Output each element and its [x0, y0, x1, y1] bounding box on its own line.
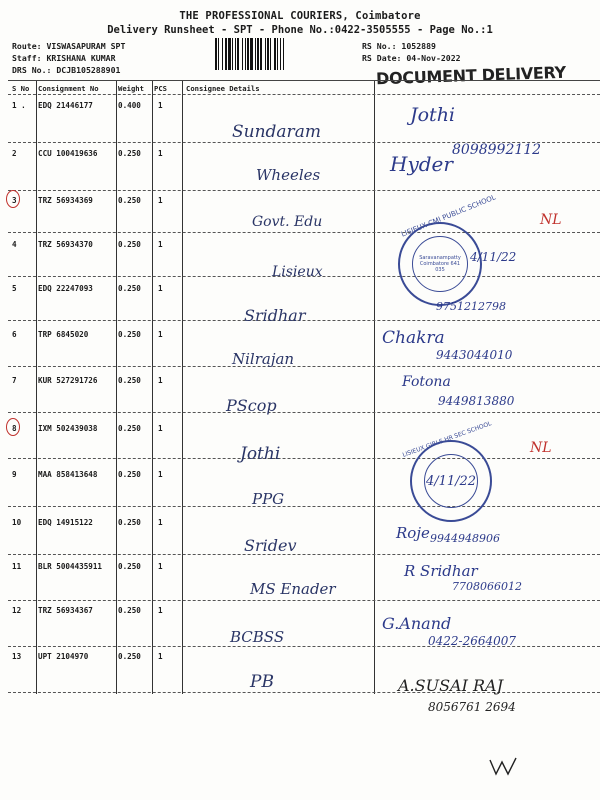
- consignee-handwriting: Sridhar: [244, 306, 306, 325]
- row-consignment: TRZ 56934369: [38, 196, 93, 205]
- row-divider: [8, 190, 600, 191]
- row-divider: [8, 94, 600, 95]
- seal-date: 4/11/22: [470, 250, 517, 264]
- consignee-handwriting: BCBSS: [230, 628, 285, 646]
- row-divider: [8, 692, 600, 693]
- col-header-consignment: Consignment No: [38, 84, 99, 93]
- row-consignment: EDQ 22247093: [38, 284, 93, 293]
- consignee-handwriting: PScop: [226, 396, 277, 415]
- receiver-signature: A.SUSAI RAJ: [398, 676, 504, 695]
- school-seal-2: [410, 440, 492, 522]
- receiver-phone: 9751212798: [436, 300, 506, 313]
- row-consignment: UPT 2104970: [38, 652, 89, 661]
- row-consignment: TRP 6845020: [38, 330, 89, 339]
- row-sno: 6: [12, 330, 17, 339]
- row-pcs: 1: [158, 330, 163, 339]
- col-header-pcs: PCS: [154, 84, 167, 93]
- red-note: NL: [540, 212, 562, 228]
- row-pcs: 1: [158, 606, 163, 615]
- col-divider: [374, 80, 375, 694]
- row-sno: 13: [12, 652, 22, 661]
- row-pcs: 1: [158, 101, 163, 110]
- row-consignment: EDQ 14915122: [38, 518, 93, 527]
- consignee-handwriting: Jothi: [240, 444, 281, 464]
- row-pcs: 1: [158, 196, 163, 205]
- row-sno: 12: [12, 606, 22, 615]
- row-consignment: IXM 502439038: [38, 424, 98, 433]
- row-divider: [8, 506, 600, 507]
- row-weight: 0.250: [118, 376, 141, 385]
- row-pcs: 1: [158, 470, 163, 479]
- row-consignment: TRZ 56934367: [38, 606, 93, 615]
- receiver-phone: 0422-2664007: [428, 634, 517, 648]
- receiver-phone: 9449813880: [438, 394, 515, 408]
- receiver-signature: Jothi: [410, 104, 456, 126]
- rs-no-label: RS No.: 1052889: [362, 41, 436, 51]
- consignee-handwriting: Sundaram: [232, 122, 321, 142]
- route-label: Route: VISWASAPURAM SPT: [12, 41, 126, 51]
- document-delivery-stamp: DOCUMENT DELIVERY: [375, 62, 567, 89]
- red-note: NL: [530, 440, 552, 456]
- row-weight: 0.250: [118, 652, 141, 661]
- consignee-handwriting: Govt. Edu: [252, 214, 323, 230]
- col-header-sno: S No: [12, 84, 30, 93]
- row-pcs: 1: [158, 424, 163, 433]
- row-pcs: 1: [158, 284, 163, 293]
- seal-center-text: Saravanampatty Coimbatore 641 035: [419, 255, 461, 273]
- consignee-handwriting: Lisieux: [272, 264, 323, 280]
- row-weight: 0.250: [118, 149, 141, 158]
- consignee-handwriting: PPG: [252, 490, 285, 508]
- row-sno: 5: [12, 284, 17, 293]
- row-sno: 4: [12, 240, 17, 249]
- receiver-signature: Chakra: [382, 328, 445, 348]
- col-divider: [152, 80, 153, 694]
- col-header-consignee: Consignee Details: [186, 84, 260, 93]
- row-consignment: MAA 858413648: [38, 470, 98, 479]
- row-pcs: 1: [158, 240, 163, 249]
- row-sno: 10: [12, 518, 22, 527]
- drs-label: DRS No.: DCJB105288901: [12, 65, 121, 75]
- receiver-signature: Roje: [396, 524, 430, 542]
- header-subtitle: Delivery Runsheet - SPT - Phone No.:0422-3505555 - Page No.:1: [107, 24, 493, 36]
- row-weight: 0.250: [118, 424, 141, 433]
- row-weight: 0.250: [118, 330, 141, 339]
- initials-scribble: [486, 752, 526, 780]
- row-consignment: EDQ 21446177: [38, 101, 93, 110]
- seal-ring-text-2: LISIEUX GIRLS HR SEC SCHOOL: [401, 420, 493, 459]
- row-pcs: 1: [158, 149, 163, 158]
- header-title: THE PROFESSIONAL COURIERS, Coimbatore: [179, 10, 421, 22]
- meta-right: [362, 40, 461, 64]
- row-divider: [8, 366, 600, 367]
- rs-date-label: RS Date: 04-Nov-2022: [362, 53, 461, 63]
- row-pcs: 1: [158, 652, 163, 661]
- row-consignment: TRZ 56934370: [38, 240, 93, 249]
- receiver-phone: 9443044010: [436, 348, 513, 362]
- row-consignment: BLR 5004435911: [38, 562, 103, 571]
- row-divider: [8, 458, 600, 459]
- row-sno: 3: [12, 196, 17, 205]
- consignee-handwriting: Wheeles: [256, 166, 321, 184]
- col-divider: [182, 80, 183, 694]
- receiver-phone: 8056761 2694: [428, 700, 516, 714]
- row-weight: 0.250: [118, 606, 141, 615]
- row-divider: [8, 80, 600, 81]
- row-weight: 0.250: [118, 518, 141, 527]
- row-sno: 11: [12, 562, 22, 571]
- row-pcs: 1: [158, 518, 163, 527]
- row-sno: 2: [12, 149, 17, 158]
- receiver-phone: 9944948906: [430, 532, 500, 545]
- col-header-weight: Weight: [118, 84, 144, 93]
- consignee-handwriting: Nilrajan: [232, 350, 295, 368]
- row-sno: 1 .: [12, 101, 26, 110]
- row-consignment: KUR 527291726: [38, 376, 98, 385]
- row-sno: 8: [12, 424, 17, 433]
- receiver-signature: Hyder: [390, 152, 453, 176]
- col-divider: [36, 80, 37, 694]
- staff-label: Staff: KRISHANA KUMAR: [12, 53, 116, 63]
- meta-left: [12, 40, 125, 76]
- consignee-handwriting: Sridev: [244, 536, 297, 555]
- row-divider: [8, 600, 600, 601]
- receiver-signature: G.Anand: [382, 614, 452, 633]
- row-weight: 0.400: [118, 101, 141, 110]
- receiver-signature: Fotona: [402, 374, 451, 390]
- row-weight: 0.250: [118, 196, 141, 205]
- row-pcs: 1: [158, 376, 163, 385]
- row-weight: 0.250: [118, 470, 141, 479]
- receiver-phone: 8098992112: [452, 142, 542, 158]
- row-pcs: 1: [158, 562, 163, 571]
- barcode-bar: [284, 38, 287, 70]
- row-sno: 9: [12, 470, 17, 479]
- row-weight: 0.250: [118, 284, 141, 293]
- row-consignment: CCU 100419636: [38, 149, 98, 158]
- receiver-signature: R Sridhar: [404, 562, 478, 580]
- receiver-phone: 7708066012: [452, 580, 522, 593]
- barcode: [215, 38, 355, 70]
- row-divider: [8, 554, 600, 555]
- col-divider: [116, 80, 117, 694]
- seal-date-2: 4/11/22: [425, 473, 477, 489]
- seal-ring-text: LISIEUX CMI PUBLIC SCHOOL: [400, 193, 497, 239]
- row-sno: 7: [12, 376, 17, 385]
- row-weight: 0.250: [118, 240, 141, 249]
- row-weight: 0.250: [118, 562, 141, 571]
- consignee-handwriting: PB: [250, 672, 274, 692]
- consignee-handwriting: MS Enader: [250, 580, 336, 598]
- row-divider: [8, 232, 600, 233]
- row-divider: [8, 412, 600, 413]
